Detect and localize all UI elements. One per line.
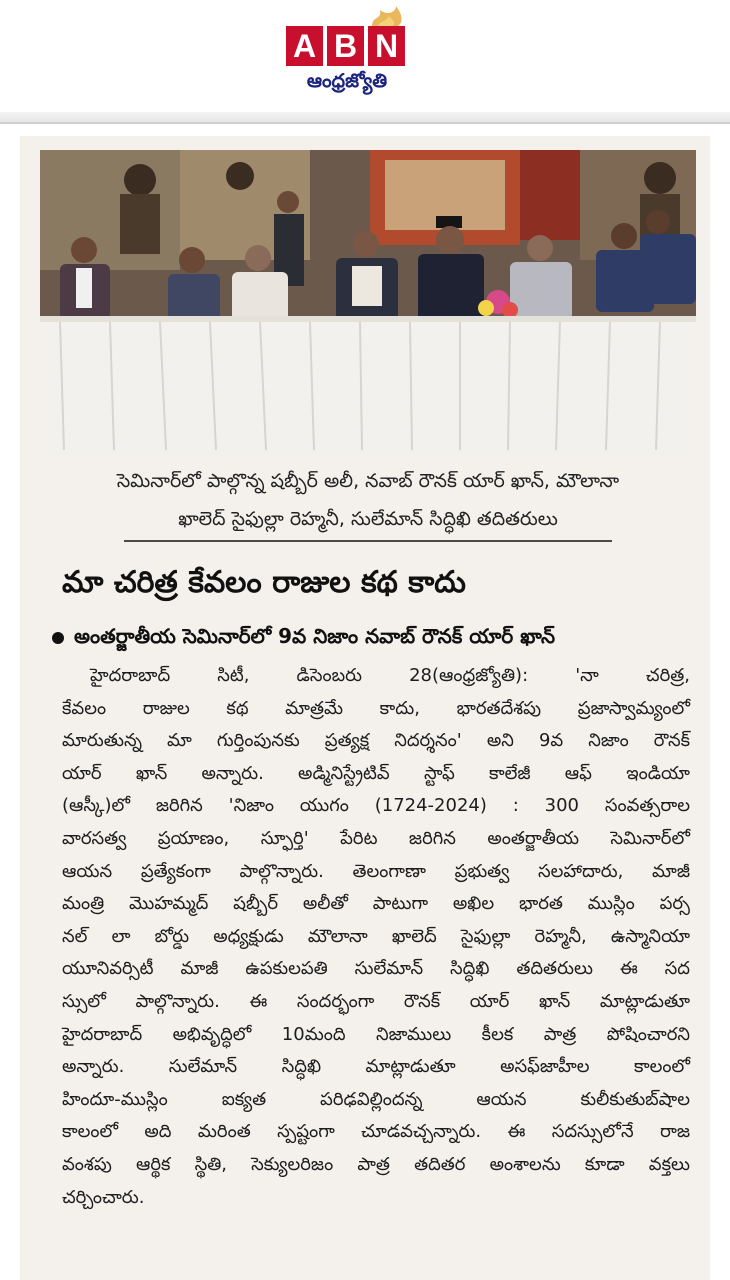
article-subhead	[52, 620, 692, 652]
masthead-rule	[0, 112, 730, 124]
caption-line-2: ఖాలెద్ సైఫుల్లా రెహ్మనీ, సులేమాన్ సిద్ధిఖి తదితరులు	[178, 508, 558, 530]
article-headline: మా చరిత్ర కేవలం రాజుల కథ కాదు	[62, 565, 466, 600]
logo-letter-n: N	[368, 26, 405, 66]
body-line: కేవలం రాజుల కథ మాత్రమే కాదు, భారతదేశపు ప్రజాస్వామ్యంలో	[62, 697, 690, 719]
body-line: హైదరాబాద్ అభివృద్ధిలో 10మంది నిజాములు కీలక పాత్ర పోషించారని	[62, 1023, 690, 1045]
abn-logo	[286, 6, 408, 102]
subhead-text: అంతర్జాతీయ సెమినార్‌లో 9వ నిజాం నవాబ్ రౌనక్ యార్ ఖాన్	[74, 624, 556, 648]
body-line: యార్ ఖాన్ అన్నారు. అడ్మినిస్ట్రేటివ్ స్టాఫ్ కాలేజీ ఆఫ్ ఇండియా	[62, 762, 690, 784]
bullet-icon	[52, 632, 64, 644]
logo-subtitle: ఆంధ్రజ్యోతి	[306, 70, 388, 92]
body-line: మారుతున్న మా గుర్తింపునకు ప్రత్యక్ష నిదర్శనం' అని 9వ నిజాం రౌనక్	[62, 730, 690, 752]
body-line: చర్చించారు.	[62, 1186, 145, 1208]
body-line: హైదరాబాద్ సిటీ, డిసెంబరు 28(ఆంధ్రజ్యోతి): 'నా చరిత్ర,	[90, 665, 690, 686]
seminar-photo	[40, 150, 696, 454]
body-line: నల్ లా బోర్డు అధ్యక్షుడు మౌలానా ఖాలెద్ సైఫుల్లా రెహ్మనీ, ఉస్మానియా	[62, 925, 690, 947]
body-line: స్సులో పాల్గొన్నారు. ఈ సందర్భంగా రౌనక్ యార్ ఖాన్ మాట్లాడుతూ	[62, 990, 690, 1012]
body-line: అన్నారు. సులేమాన్ సిద్ధిఖి మాట్లాడుతూ అసఫ్‌జాహీల కాలంలో	[62, 1056, 690, 1078]
photo-caption	[40, 462, 696, 538]
body-line: హిందూ-ముస్లిం ఐక్యత పరిఢవిల్లిందన్న ఆయన కులీకుతుబ్‌షాల	[62, 1088, 690, 1110]
body-line: వంశపు ఆర్థిక స్థితి, సెక్యులరిజం పాత్ర తదితర అంశాలను కూడా వక్తలు	[62, 1153, 690, 1175]
body-line: కాలంలో అది మరింత స్పష్టంగా చూడవచ్చన్నారు. ఈ సదస్సులోనే రాజ	[62, 1121, 690, 1143]
caption-line-1: సెమినార్‌లో పాల్గొన్న షబ్బీర్ అలీ, నవాబ్ రౌనక్ యార్ ఖాన్, మౌలానా	[116, 470, 620, 492]
article-body	[62, 660, 690, 1214]
logo-letter-b: B	[327, 26, 364, 66]
body-line: యూనివర్సిటీ మాజీ ఉపకులపతి సులేమాన్ సిద్ధిఖి తదితరులు ఈ సద	[62, 958, 690, 980]
logo-letter-a: A	[286, 26, 323, 66]
caption-divider	[124, 540, 612, 542]
flame-icon	[366, 6, 406, 28]
masthead	[0, 0, 730, 112]
body-line: మంత్రి మొహమ్మద్ షబ్బీర్ అలీతో పాటుగా అఖిల భారత ముస్లిం పర్స	[62, 893, 690, 915]
body-line: (ఆస్కీ)లో జరిగిన 'నిజాం యుగం (1724-2024) : 300 సంవత్సరాల	[62, 795, 690, 817]
logo-letters	[286, 26, 405, 66]
body-line: వారసత్వ ప్రయాణం, స్ఫూర్తి' పేరిట జరిగిన అంతర్జాతీయ సెమినార్‌లో	[62, 827, 690, 849]
body-line: ఆయన ప్రత్యేకంగా పాల్గొన్నారు. తెలంగాణా ప్రభుత్వ సలహాదారు, మాజీ	[62, 860, 690, 882]
